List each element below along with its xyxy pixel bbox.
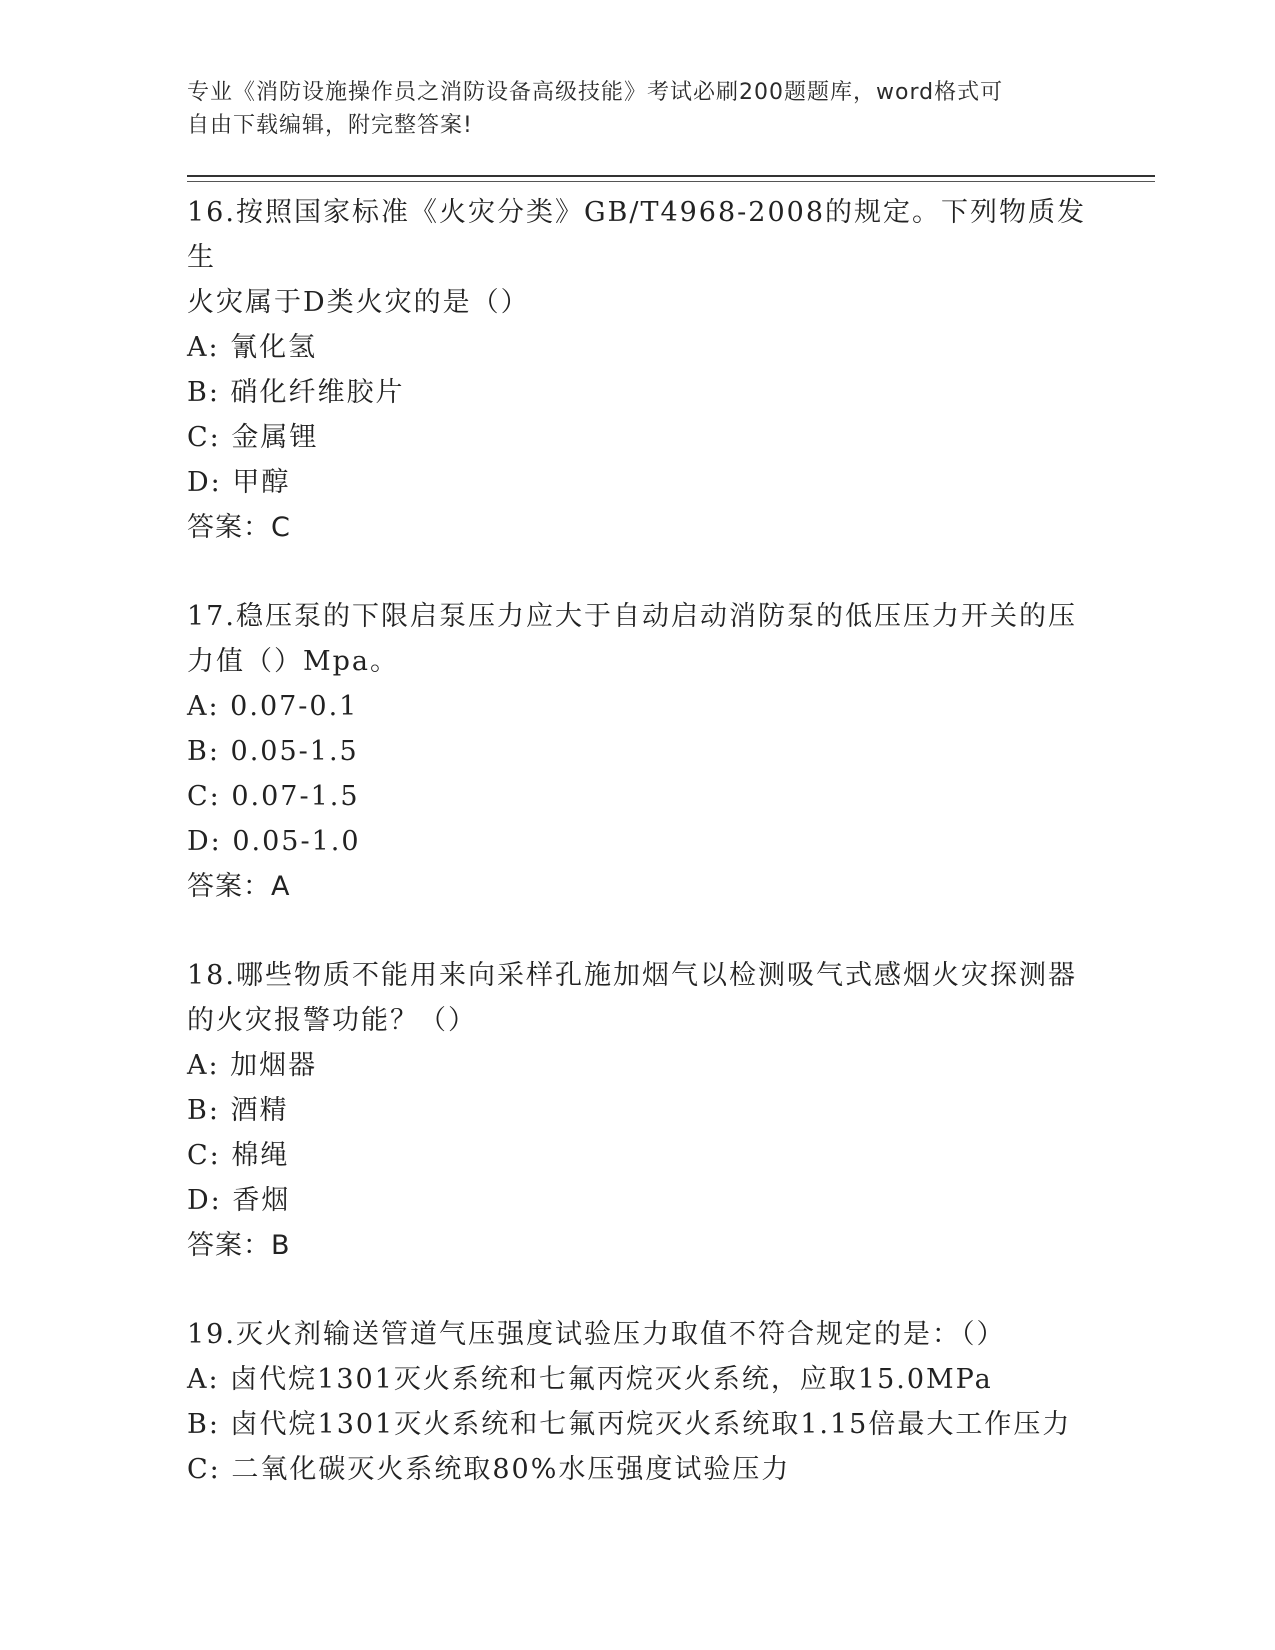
option-c: C: 棉绳 [187,1140,290,1171]
question-19 [187,1312,1087,1492]
header-line-2: 自由下载编辑，附完整答案! [187,113,473,138]
question-18 [187,953,1087,1268]
question-stem-continued: 力值（）Mpa。 [187,646,400,677]
question-stem-continued: 的火灾报警功能？（） [187,1005,477,1036]
question-16 [187,190,1087,550]
option-b: B: 硝化纤维胶片 [187,377,405,408]
option-a: A: 氰化氢 [187,332,318,363]
question-stem: 16.按照国家标准《火灾分类》GB/T4968-2008的规定。下列物质发生 [187,197,1087,273]
option-c: C: 0.07-1.5 [187,781,360,812]
answer: 答案：B [187,1230,291,1261]
header-line-1: 专业《消防设施操作员之消防设备高级技能》考试必刷200题题库，word格式可 [187,80,1004,105]
question-17 [187,594,1087,909]
question-stem: 18.哪些物质不能用来向采样孔施加烟气以检测吸气式感烟火灾探测器 [187,960,1077,991]
option-d: D: 香烟 [187,1185,291,1216]
answer: 答案：A [187,871,291,902]
option-c: C: 金属锂 [187,422,319,453]
option-c: C: 二氧化碳灭火系统取80%水压强度试验压力 [187,1454,791,1485]
option-b: B: 卤代烷1301灭火系统和七氟丙烷灭火系统取1.15倍最大工作压力 [187,1409,1072,1440]
option-d: D: 0.05-1.0 [187,826,361,857]
question-stem: 19.灭火剂输送管道气压强度试验压力取值不符合规定的是：（） [187,1319,1006,1350]
answer: 答案：C [187,512,291,543]
question-stem-continued: 火灾属于D类火灾的是（） [187,287,530,318]
option-d: D: 甲醇 [187,467,291,498]
question-stem: 17.稳压泵的下限启泵压力应大于自动启动消防泵的低压压力开关的压 [187,601,1077,632]
question-list [187,190,1087,1536]
option-a: A: 加烟器 [187,1050,318,1081]
header-divider-thin [187,181,1155,182]
header-divider-thick [187,175,1155,177]
option-b: B: 0.05-1.5 [187,736,359,767]
option-a: A: 卤代烷1301灭火系统和七氟丙烷灭火系统，应取15.0MPa [187,1364,993,1395]
document-header [187,76,1087,142]
option-b: B: 酒精 [187,1095,289,1126]
option-a: A: 0.07-0.1 [187,691,359,722]
